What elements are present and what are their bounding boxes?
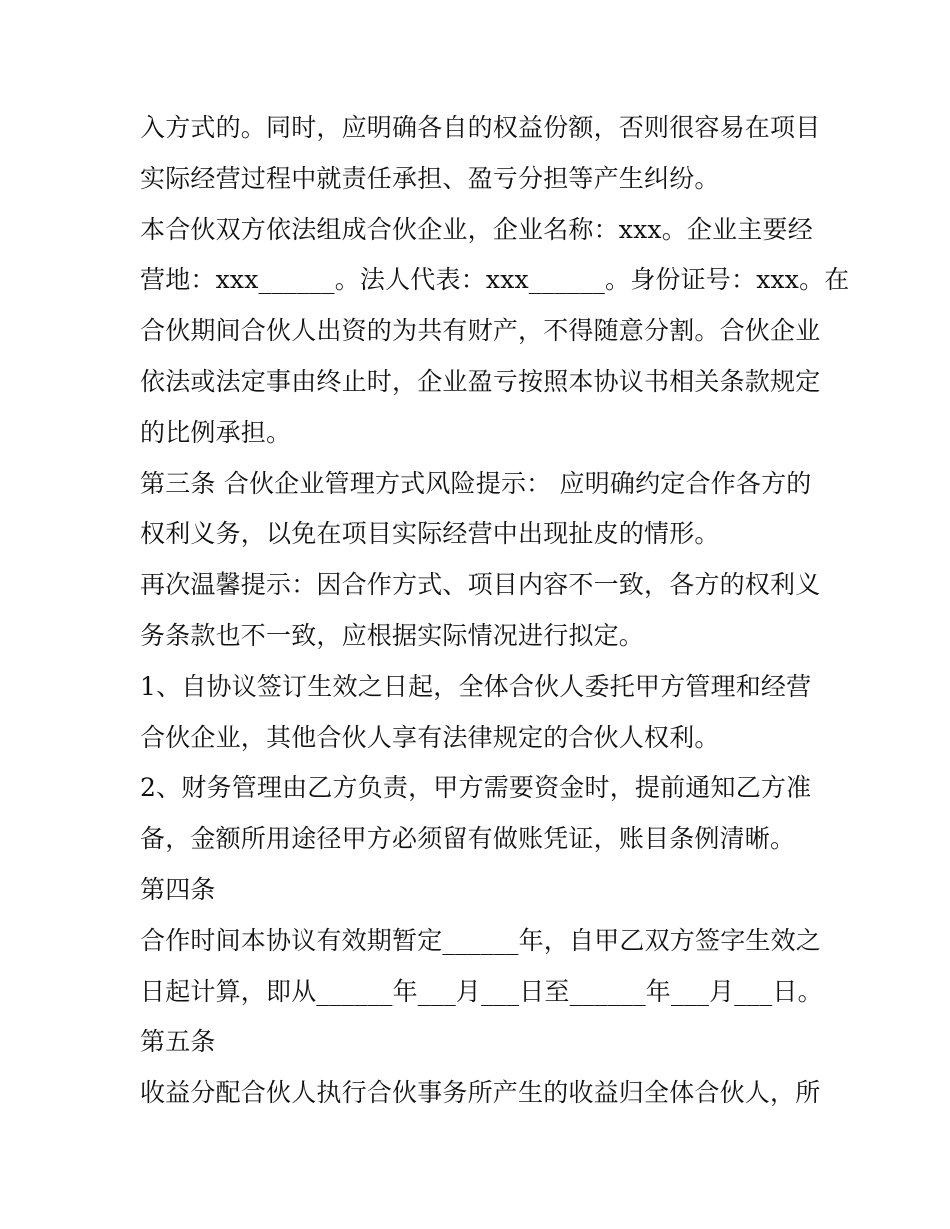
document-body — [140, 103, 850, 1119]
text-line: 营地：xxx______。法人代表：xxx______。身份证号：xxx。在 — [140, 265, 850, 295]
text-line: 的比例承担。 — [140, 417, 292, 447]
section-heading-line: 第三条 合伙企业管理方式风险提示： 应明确约定合作各方的 — [140, 468, 812, 498]
text-line: 合作时间本协议有效期暂定______年，自甲乙双方签字生效之 — [140, 925, 822, 955]
section-heading: 第四条 — [140, 874, 216, 904]
text-line: 本合伙双方依法组成合伙企业，企业名称：xxx。企业主要经 — [140, 214, 813, 244]
text-line: 备，金额所用途径甲方必须留有做账凭证，账目条例清晰。 — [140, 824, 796, 854]
text-line: 权利义务，以免在项目实际经营中出现扯皮的情形。 — [140, 519, 720, 549]
text-line: 依法或法定事由终止时，企业盈亏按照本协议书相关条款规定 — [140, 366, 821, 396]
list-item-line: 1、自协议签订生效之日起，全体合伙人委托甲方管理和经营 — [140, 671, 812, 701]
text-line: 入方式的。同时，应明确各自的权益份额，否则很容易在项目 — [140, 113, 821, 142]
text-line: 合伙企业，其他合伙人享有法律规定的合伙人权利。 — [140, 722, 720, 752]
text-line: 合伙期间合伙人出资的为共有财产，不得随意分割。合伙企业 — [140, 316, 821, 346]
text-line: 实际经营过程中就责任承担、盈亏分担等产生纠纷。 — [140, 163, 720, 193]
text-line: 再次温馨提示：因合作方式、项目内容不一致，各方的权利义 — [140, 570, 821, 600]
section-heading: 第五条 — [140, 1027, 216, 1057]
text-line: 务条款也不一致，应根据实际情况进行拟定。 — [140, 620, 645, 650]
text-line: 日起计算，即从______年___月___日至______年___月___日。 — [140, 976, 823, 1006]
list-item-line: 2、财务管理由乙方负责，甲方需要资金时，提前通知乙方准 — [140, 773, 812, 803]
text-line: 收益分配合伙人执行合伙事务所产生的收益归全体合伙人，所 — [140, 1078, 821, 1108]
